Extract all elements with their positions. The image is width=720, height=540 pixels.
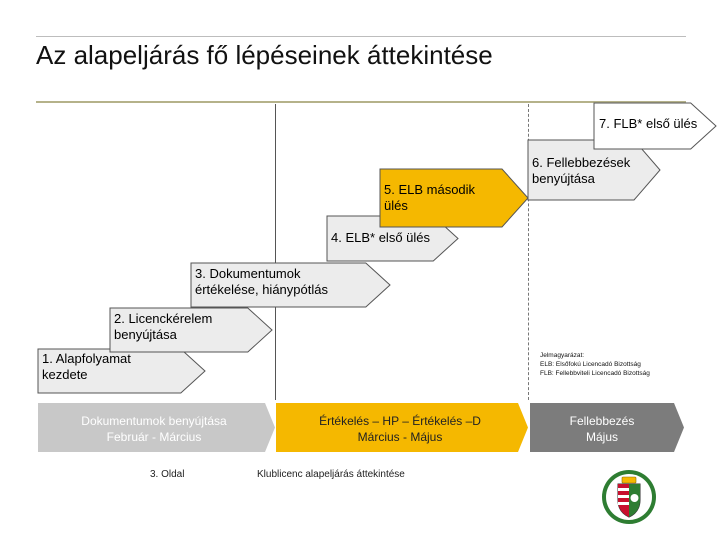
footer-page-number: 3. Oldal xyxy=(150,469,185,480)
phase-3-label: Fellebbezés Május xyxy=(569,414,635,444)
step-7-label: 7. FLB* első ülés xyxy=(599,116,698,131)
steps-layer xyxy=(38,103,716,393)
federation-crest-icon xyxy=(598,468,660,526)
legend: Jelmagyarázat: ELB: Elsőfokú Licencadó Bizottság FLB: Fellebbviteli Licencadó Bizottság xyxy=(540,352,650,377)
step-2-label: 2. Licenckérelem benyújtása xyxy=(114,311,213,342)
step-3-label: 3. Dokumentumok értékelése, hiánypótlás xyxy=(195,266,328,297)
step-4-label: 4. ELB* első ülés xyxy=(331,230,431,245)
phase-2-label: Értékelés – HP – Értékelés –D Március - Május xyxy=(319,414,481,444)
step-6-label: 6. Fellebbezések benyújtása xyxy=(532,155,631,186)
footer-caption: Klublicenc alapeljárás áttekintése xyxy=(257,469,405,480)
step-5-label: 5. ELB második ülés xyxy=(384,182,476,213)
step-1-label: 1. Alapfolyamat kezdete xyxy=(42,351,131,382)
page-title: Az alapeljárás fő lépéseinek áttekintése xyxy=(36,40,493,70)
phase-1-label: Dokumentumok benyújtása Február - Március xyxy=(81,414,227,444)
